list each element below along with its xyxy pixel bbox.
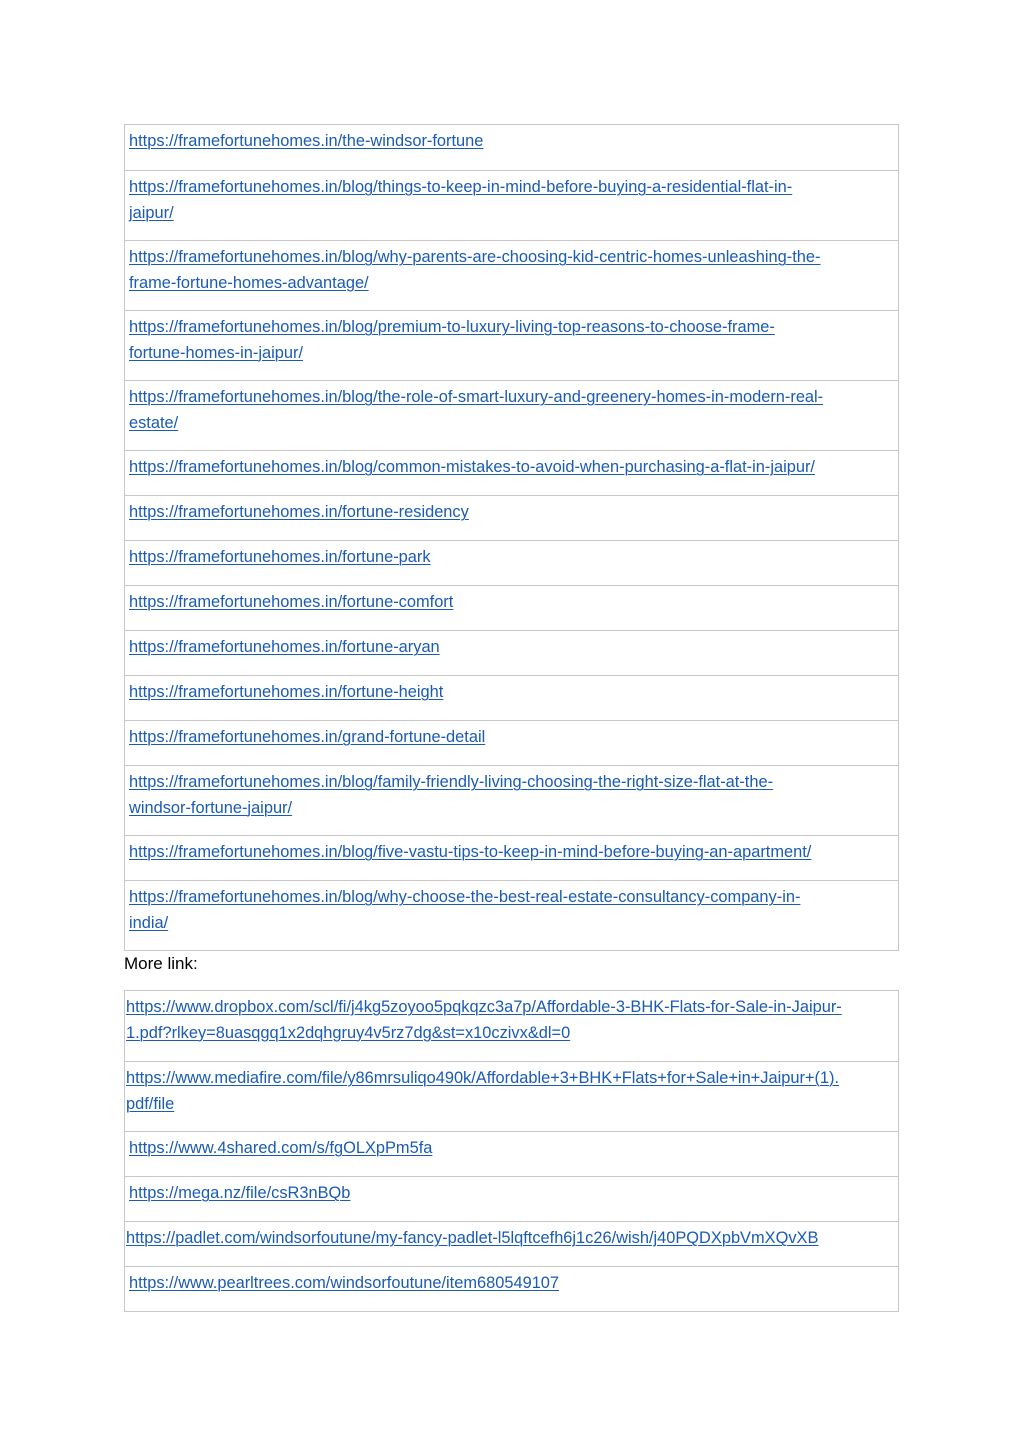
- table-row: [125, 240, 898, 310]
- link-blog-real-estate-consultancy[interactable]: [129, 885, 890, 936]
- link-fortune-residency[interactable]: https://framefortunehomes.in/fortune-residency: [129, 503, 469, 521]
- table-row: [125, 1176, 898, 1221]
- table-row: [125, 1221, 898, 1266]
- link-fortune-comfort[interactable]: https://framefortunehomes.in/fortune-comfort: [129, 593, 454, 611]
- link-blog-family-friendly-living[interactable]: [129, 770, 890, 821]
- table-row: [125, 991, 898, 1061]
- table-row: [125, 450, 898, 495]
- link-the-windsor-fortune[interactable]: https://framefortunehomes.in/the-windsor-fortune: [129, 132, 484, 150]
- link-grand-fortune-detail[interactable]: https://framefortunehomes.in/grand-fortune-detail: [129, 728, 486, 746]
- table-row: [125, 540, 898, 585]
- link-text-line: windsor-fortune-jaipur/: [129, 798, 293, 817]
- link-text-line: https://framefortunehomes.in/blog/things-to-keep-in-mind-before-buying-a-residential-flat-in-: [129, 178, 793, 196]
- table-row: [125, 585, 898, 630]
- link-text-line: https://framefortunehomes.in/blog/why-parents-are-choosing-kid-centric-homes-unleashing-the-: [129, 248, 821, 266]
- link-text-line: india/: [129, 913, 169, 932]
- link-text-line: https://framefortunehomes.in/blog/premium-to-luxury-living-top-reasons-to-choose-frame-: [129, 318, 775, 336]
- table-row: [125, 835, 898, 880]
- link-fortune-height[interactable]: https://framefortunehomes.in/fortune-height: [129, 683, 444, 701]
- link-text-line: https://framefortunehomes.in/blog/why-choose-the-best-real-estate-consultancy-company-in-: [129, 888, 801, 906]
- table-row: [125, 630, 898, 675]
- link-4shared[interactable]: https://www.4shared.com/s/fgOLXpPm5fa: [129, 1139, 433, 1157]
- link-blog-common-mistakes[interactable]: https://framefortunehomes.in/blog/common-mistakes-to-avoid-when-purchasing-a-flat-in-jaipur/: [129, 458, 815, 476]
- more-links-label: More link:: [124, 954, 198, 973]
- link-text-line: https://www.dropbox.com/scl/fi/j4kg5zoyoo5pqkqzc3a7p/Affordable-3-BHK-Flats-for-Sale-in-Jaipur-: [126, 998, 842, 1016]
- table-row: [125, 310, 898, 380]
- link-fortune-aryan[interactable]: https://framefortunehomes.in/fortune-aryan: [129, 638, 440, 656]
- link-pearltrees[interactable]: https://www.pearltrees.com/windsorfoutune/item680549107: [129, 1274, 560, 1292]
- more-links-table: [124, 990, 899, 1312]
- table-row: [125, 170, 898, 240]
- table-row: [125, 495, 898, 540]
- table-row: [125, 1131, 898, 1176]
- table-row: [125, 380, 898, 450]
- link-text-line: https://www.mediafire.com/file/y86mrsuliqo490k/Affordable+3+BHK+Flats+for+Sale+in+Jaipur+(1).: [126, 1069, 840, 1087]
- primary-links-table: [124, 124, 899, 951]
- link-blog-vastu-tips[interactable]: https://framefortunehomes.in/blog/five-vastu-tips-to-keep-in-mind-before-buying-an-apartment/: [129, 843, 812, 861]
- table-row: [125, 720, 898, 765]
- link-text-line: jaipur/: [129, 203, 174, 222]
- table-row: [125, 765, 898, 835]
- link-blog-residential-flat[interactable]: [129, 175, 890, 226]
- link-dropbox[interactable]: [126, 995, 890, 1046]
- link-text-line: https://framefortunehomes.in/blog/family-friendly-living-choosing-the-right-size-flat-at-the-: [129, 773, 774, 791]
- table-row: [125, 880, 898, 950]
- link-text-line: estate/: [129, 413, 179, 432]
- link-blog-kid-centric-homes[interactable]: [129, 245, 890, 296]
- link-padlet[interactable]: https://padlet.com/windsorfoutune/my-fancy-padlet-l5lqftcefh6j1c26/wish/j40PQDXpbVmXQvXB: [126, 1229, 819, 1247]
- link-text-line: 1.pdf?rlkey=8uasqgq1x2dqhgruy4v5rz7dg&st=x10czivx&dl=0: [126, 1023, 571, 1042]
- link-text-line: fortune-homes-in-jaipur/: [129, 343, 303, 362]
- link-blog-premium-to-luxury[interactable]: [129, 315, 890, 366]
- table-row: [125, 1061, 898, 1131]
- link-blog-smart-luxury-greenery[interactable]: [129, 385, 890, 436]
- link-mediafire[interactable]: [126, 1066, 890, 1117]
- link-mega[interactable]: https://mega.nz/file/csR3nBQb: [129, 1184, 351, 1202]
- link-fortune-park[interactable]: https://framefortunehomes.in/fortune-park: [129, 548, 431, 566]
- table-row: [125, 125, 898, 170]
- table-row: [125, 1266, 898, 1311]
- link-text-line: https://framefortunehomes.in/blog/the-role-of-smart-luxury-and-greenery-homes-in-modern-real-: [129, 388, 824, 406]
- link-text-line: pdf/file: [126, 1094, 175, 1113]
- table-row: [125, 675, 898, 720]
- link-text-line: frame-fortune-homes-advantage/: [129, 273, 369, 292]
